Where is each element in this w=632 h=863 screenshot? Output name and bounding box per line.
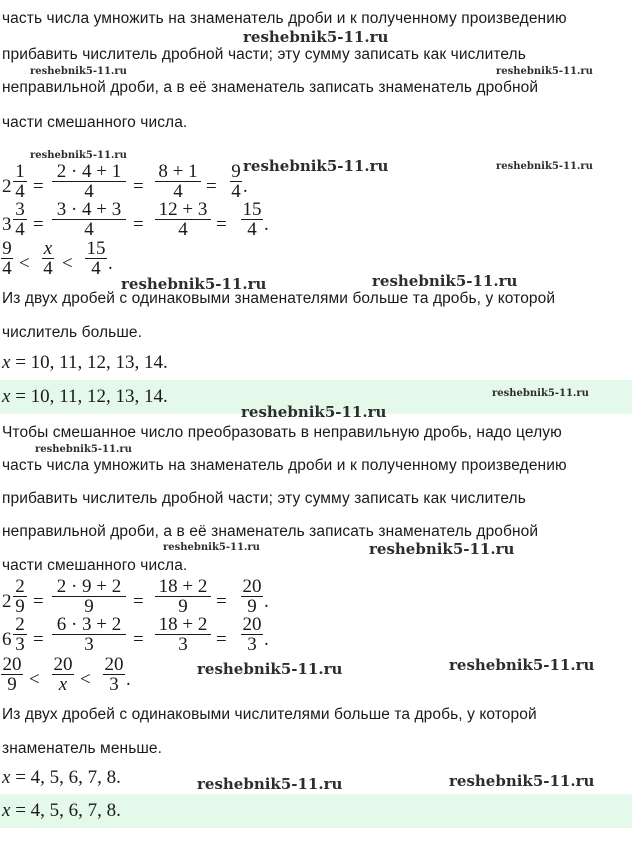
fraction: $\frac{3}{4}$	[13, 200, 27, 239]
text-line: часть числа умножить на знаменатель дроби и к полученному произведению	[2, 457, 567, 474]
equals-sign: =	[33, 629, 44, 650]
fraction: $\frac{3 \cdot 4 + 3}{4}$	[52, 200, 126, 239]
less-than-sign: <	[62, 253, 73, 274]
less-than-sign: <	[80, 669, 91, 690]
fraction: $\frac{9}{4}$	[2, 238, 12, 279]
whole-part: 3	[2, 214, 12, 235]
watermark: reshebnik5-11.ru	[30, 66, 127, 77]
fraction: $\frac{9}{4}$	[231, 161, 241, 202]
fraction: $\frac{2}{3}$	[13, 615, 27, 654]
whole-part: 6	[2, 629, 12, 650]
equals-sign: =	[216, 591, 227, 612]
text-line: неправильной дроби, а в её знаменатель записать знаменатель дробной	[2, 79, 539, 96]
text-line: Чтобы смешанное число преобразовать в неправильную дробь, надо целую	[2, 424, 562, 441]
answer-line-highlighted: x = 10, 11, 12, 13, 14.	[2, 386, 168, 407]
equals-sign: =	[216, 629, 227, 650]
fraction: $\frac{6 \cdot 3 + 2}{3}$	[52, 615, 126, 654]
text-line: части смешанного числа.	[2, 557, 188, 574]
equals-sign: =	[216, 214, 227, 235]
watermark: reshebnik5-11.ru	[372, 272, 518, 290]
watermark: reshebnik5-11.ru	[35, 444, 132, 455]
equals-sign: =	[133, 176, 144, 197]
fraction: $\frac{18 + 2}{3}$	[155, 615, 211, 654]
watermark: reshebnik5-11.ru	[243, 157, 389, 175]
whole-part: 2	[2, 176, 12, 197]
text-line: части смешанного числа.	[2, 114, 188, 131]
fraction: $\frac{20}{3}$	[104, 654, 124, 695]
text-line: знаменатель меньше.	[2, 740, 163, 757]
watermark: reshebnik5-11.ru	[496, 66, 593, 77]
watermark: reshebnik5-11.ru	[449, 656, 595, 674]
fraction: $\frac{20}{9}$	[2, 654, 22, 695]
fraction: $\frac{15}{4}$	[242, 199, 262, 240]
fraction: $\frac{15}{4}$	[86, 238, 106, 279]
fraction: $\frac{1}{4}$	[13, 162, 27, 201]
watermark: reshebnik5-11.ru	[163, 542, 260, 553]
equals-sign: =	[33, 591, 44, 612]
text-line: Из двух дробей с одинаковыми знаменателями больше та дробь, у которой	[2, 290, 556, 307]
answer-line: x = 10, 11, 12, 13, 14.	[2, 352, 168, 373]
equals-sign: =	[33, 214, 44, 235]
fraction: $\frac{8 + 1}{4}$	[155, 162, 201, 201]
whole-part: 2	[2, 591, 12, 612]
text-line: числитель больше.	[2, 324, 142, 341]
less-than-sign: <	[19, 253, 30, 274]
text-line: часть числа умножить на знаменатель дроби и к полученному произведению	[2, 10, 567, 27]
answer-line: x = 4, 5, 6, 7, 8.	[2, 767, 121, 788]
fraction: $\frac{18 + 2}{9}$	[155, 577, 211, 616]
watermark: reshebnik5-11.ru	[492, 388, 589, 399]
watermark: reshebnik5-11.ru	[121, 275, 267, 293]
equals-sign: =	[133, 591, 144, 612]
watermark: reshebnik5-11.ru	[30, 150, 127, 161]
watermark: reshebnik5-11.ru	[241, 403, 387, 421]
watermark: reshebnik5-11.ru	[197, 660, 343, 678]
fraction: $\frac{12 + 3}{4}$	[155, 200, 211, 239]
equals-sign: =	[133, 629, 144, 650]
text-line: прибавить числитель дробной части; эту сумму записать как числитель	[2, 490, 526, 507]
fraction: $\frac{2 \cdot 4 + 1}{4}$	[52, 162, 126, 201]
answer-line-highlighted: x = 4, 5, 6, 7, 8.	[2, 800, 121, 821]
watermark: reshebnik5-11.ru	[369, 540, 515, 558]
fraction: $\frac{20}{3}$	[242, 614, 262, 655]
equals-sign: =	[133, 214, 144, 235]
less-than-sign: <	[29, 669, 40, 690]
text-line: прибавить числитель дробной части; эту сумму записать как числитель	[2, 46, 526, 63]
fraction: $\frac{20}{9}$	[242, 576, 262, 617]
watermark: reshebnik5-11.ru	[496, 161, 593, 172]
fraction: $\frac{2}{9}$	[13, 577, 27, 616]
equals-sign: =	[33, 176, 44, 197]
text-line: неправильной дроби, а в её знаменатель записать знаменатель дробной	[2, 523, 539, 540]
watermark: reshebnik5-11.ru	[197, 775, 343, 793]
watermark: reshebnik5-11.ru	[449, 772, 595, 790]
fraction: $\frac{2 \cdot 9 + 2}{9}$	[52, 577, 126, 616]
fraction: $\frac{20}{x}$	[53, 654, 73, 695]
text-line: Из двух дробей с одинаковыми числителями больше та дробь, у которой	[2, 706, 537, 723]
fraction: $\frac{x}{4}$	[43, 238, 53, 279]
watermark: reshebnik5-11.ru	[243, 28, 389, 46]
equals-sign: =	[206, 176, 217, 197]
